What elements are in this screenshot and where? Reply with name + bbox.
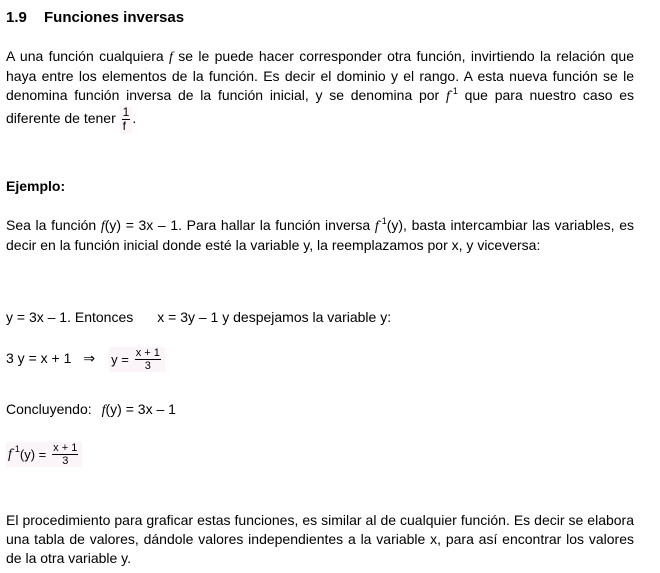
- result-function-symbol: f: [8, 447, 12, 462]
- closing-paragraph: El procedimiento para graficar estas funciones, es similar al de cualquier función. Es decir se elabora una tabla de valores, dándole valores independientes a la variable x, para así encontrar los valores de la otra variable y.: [6, 512, 634, 566]
- implies-arrow: ⇒: [83, 350, 96, 367]
- example-inverse-symbol: f: [374, 219, 379, 234]
- example-text-3: (y), basta intercambiar las variables, es decir en la función inicial donde esté la variable y, la reemplazamos por x, y viceversa:: [6, 217, 634, 253]
- intro-paragraph: [6, 47, 634, 133]
- fraction-numerator: 1: [122, 105, 130, 119]
- example-function-symbol: f: [100, 219, 105, 234]
- solved-lhs: y =: [111, 352, 129, 367]
- intro-text-3: que para nuestro caso es diferente de tener: [6, 87, 635, 127]
- inverse-exponent: -1: [449, 86, 458, 96]
- equation-2a: 3 y = x + 1: [6, 350, 72, 367]
- example-text-2: (y) = 3x – 1. Para hallar la función inversa: [104, 217, 371, 233]
- conclusion-function-symbol: f: [101, 403, 106, 418]
- intro-text-1: A una función cualquiera: [6, 48, 164, 64]
- solved-equation: [109, 347, 165, 372]
- result-fraction: [50, 442, 80, 467]
- result-exponent: -1: [11, 444, 20, 455]
- conclusion-label: Concluyendo:: [6, 401, 92, 417]
- example-inverse-exponent: -1: [378, 216, 387, 226]
- section-heading: [6, 9, 184, 27]
- example-paragraph: [6, 216, 634, 255]
- solved-fraction: [133, 347, 163, 372]
- fraction-denominator: f: [122, 119, 126, 133]
- intro-text-2: se le puede hacer corresponder otra función, invirtiendo la relación que haya entre los elementos de la función. Es decir el dominio y el rango. A esta nueva función se le denomina función inversa de la función inicial, y se denomina por: [6, 48, 635, 103]
- equation-line-2: [6, 347, 165, 372]
- section-number: 1.9: [6, 9, 27, 26]
- result-lhs: (y) =: [19, 447, 47, 462]
- inverse-function-symbol: f: [445, 89, 450, 104]
- example-heading: Ejemplo:: [6, 178, 66, 194]
- intro-period: .: [132, 110, 137, 127]
- section-title: Funciones inversas: [44, 9, 185, 26]
- conclusion-expression: (y) = 3x – 1: [105, 401, 176, 417]
- equation-1a: y = 3x – 1. Entonces: [6, 309, 134, 325]
- solved-denominator: 3: [144, 360, 151, 372]
- equation-line-3: [6, 400, 176, 420]
- result-numerator: x + 1: [53, 442, 78, 454]
- reciprocal-fraction: [120, 106, 133, 133]
- solved-numerator: x + 1: [135, 347, 160, 359]
- inverse-result: [6, 442, 82, 467]
- equation-line-4: [6, 442, 82, 467]
- function-symbol: f: [169, 50, 173, 65]
- equation-line-1: [6, 308, 391, 327]
- example-text-1: Sea la función: [6, 217, 97, 233]
- result-denominator: 3: [62, 455, 69, 467]
- equation-1b: x = 3y – 1 y despejamos la variable y:: [157, 309, 392, 325]
